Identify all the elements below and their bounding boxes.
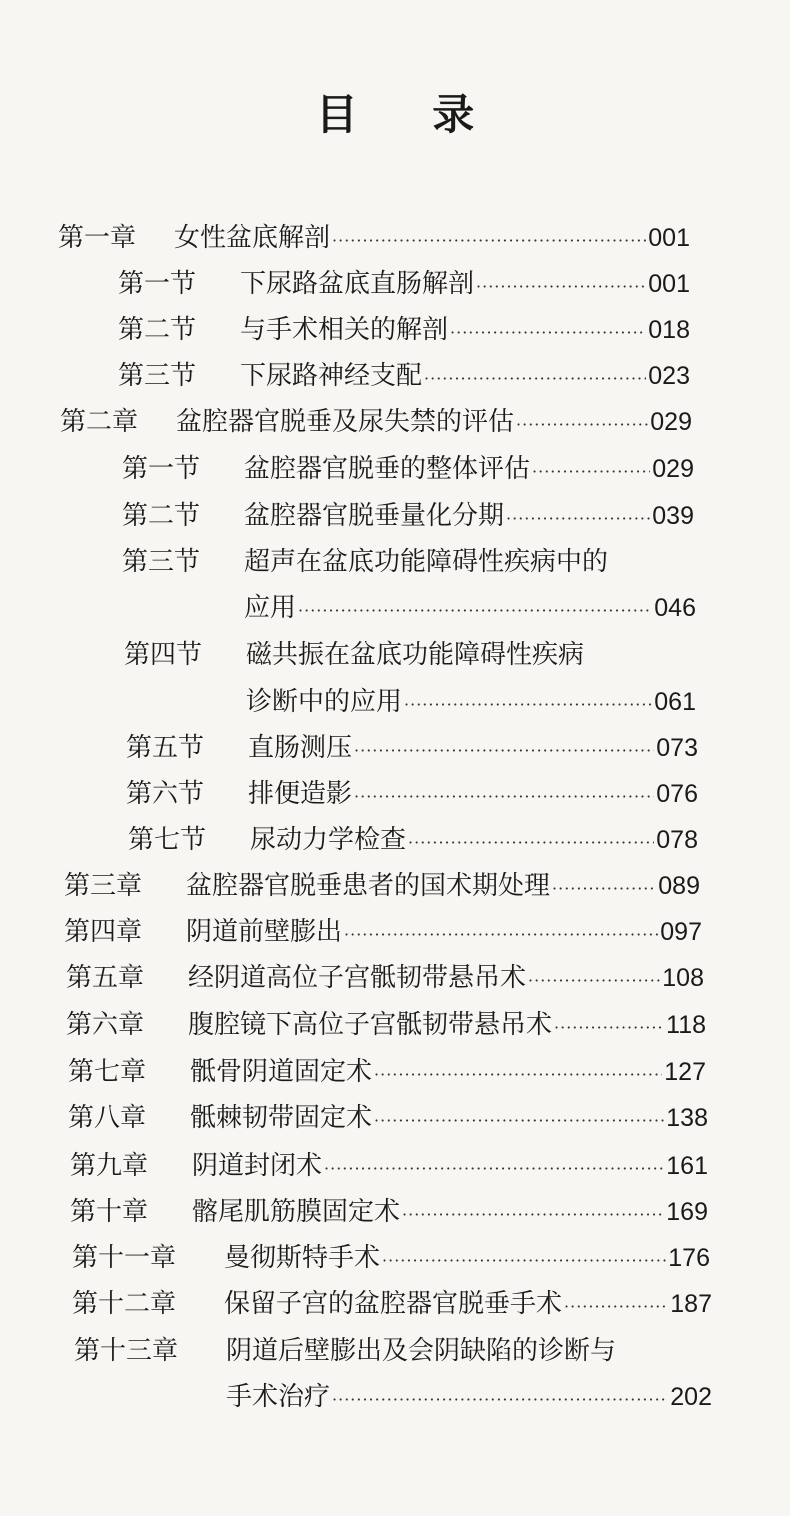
entry-title: 下尿路神经支配 <box>240 361 423 391</box>
section-label: 第二节 <box>122 501 201 531</box>
toc-entry-chapter[interactable] <box>68 1050 706 1094</box>
section-label: 第三节 <box>122 547 201 577</box>
dot-leader <box>298 589 652 633</box>
entry-title: 盆腔器官脱垂及尿失禁的评估 <box>176 407 515 437</box>
entry-title: 下尿路盆底直肠解剖 <box>240 269 475 299</box>
toc-entry-chapter[interactable] <box>70 1144 708 1188</box>
section-label: 第六节 <box>126 779 205 809</box>
dot-leader <box>374 1053 662 1097</box>
dot-leader <box>532 450 650 494</box>
entry-title: 保留子宫的盆腔器官脱垂手术 <box>224 1289 563 1319</box>
page-number: 001 <box>648 270 690 298</box>
toc-entry-section[interactable] <box>126 726 698 770</box>
dot-leader <box>554 1006 664 1050</box>
page-number: 127 <box>664 1058 706 1086</box>
entry-title: 盆腔器官脱垂的整体评估 <box>244 454 531 484</box>
toc-entry-chapter[interactable] <box>72 1282 712 1326</box>
entry-title: 经阴道高位子宫骶韧带悬吊术 <box>188 963 527 993</box>
chapter-label: 第二章 <box>60 407 139 437</box>
dot-leader <box>324 1147 664 1191</box>
page-number: 118 <box>666 1011 706 1039</box>
section-label: 第四节 <box>124 640 203 670</box>
chapter-label: 第三章 <box>64 871 143 901</box>
entry-title: 阴道封闭术 <box>192 1151 323 1181</box>
toc-entry-chapter[interactable] <box>72 1236 710 1280</box>
page-number: 023 <box>648 362 690 390</box>
entry-title: 阴道前壁膨出 <box>186 917 343 947</box>
toc-entry-continuation[interactable] <box>226 1375 712 1419</box>
page-number: 202 <box>670 1383 712 1411</box>
chapter-label: 第九章 <box>70 1151 149 1181</box>
chapter-label: 第四章 <box>64 917 143 947</box>
entry-title-continuation: 手术治疗 <box>226 1382 331 1412</box>
toc-entry-continuation[interactable] <box>246 680 696 724</box>
toc-entry-chapter[interactable] <box>64 910 702 954</box>
chapter-label: 第十三章 <box>74 1336 179 1366</box>
toc-entry-chapter[interactable] <box>64 864 700 908</box>
dot-leader <box>528 959 660 1003</box>
dot-leader <box>404 683 652 727</box>
page-title: 目 录 <box>315 90 505 139</box>
dot-leader <box>382 1239 666 1283</box>
chapter-label: 第八章 <box>68 1103 147 1133</box>
toc-entry-section[interactable] <box>126 772 698 816</box>
toc-entry-chapter[interactable] <box>58 216 690 260</box>
toc-entry-section[interactable] <box>128 818 698 862</box>
chapter-label: 第一章 <box>58 223 137 253</box>
chapter-label: 第五章 <box>66 963 145 993</box>
page-number: 161 <box>666 1152 708 1180</box>
toc-entry-section[interactable] <box>124 633 696 677</box>
toc-entry-section[interactable] <box>122 447 694 491</box>
entry-title: 磁共振在盆底功能障碍性疾病 <box>246 640 585 670</box>
toc-entry-chapter[interactable] <box>70 1190 708 1234</box>
entry-title: 直肠测压 <box>248 733 353 763</box>
entry-title: 骶骨阴道固定术 <box>190 1057 373 1087</box>
dot-leader <box>450 311 646 355</box>
dot-leader <box>332 1378 668 1422</box>
section-label: 第二节 <box>118 315 197 345</box>
page-number: 061 <box>654 688 696 716</box>
dot-leader <box>552 867 656 911</box>
page-number: 108 <box>662 964 704 992</box>
dot-leader <box>332 219 646 263</box>
dot-leader <box>506 497 650 541</box>
entry-title: 排便造影 <box>248 779 353 809</box>
page-number: 073 <box>656 734 698 762</box>
toc-entry-section[interactable] <box>122 540 694 584</box>
entry-title: 骶棘韧带固定术 <box>190 1103 373 1133</box>
toc-entry-section[interactable] <box>118 262 690 306</box>
toc-entry-chapter[interactable] <box>66 1003 706 1047</box>
toc-entry-section[interactable] <box>118 354 690 398</box>
page-number: 029 <box>650 408 692 436</box>
entry-title-continuation: 应用 <box>244 593 297 623</box>
page-number: 046 <box>654 594 696 622</box>
dot-leader <box>344 913 658 957</box>
toc-entry-chapter[interactable] <box>68 1096 708 1140</box>
dot-leader <box>408 821 654 865</box>
entry-title: 盆腔器官脱垂量化分期 <box>244 501 505 531</box>
dot-leader <box>374 1099 664 1143</box>
chapter-label: 第十章 <box>70 1197 149 1227</box>
page-number: 039 <box>652 502 694 530</box>
section-label: 第一节 <box>122 454 201 484</box>
page-number: 076 <box>656 780 698 808</box>
dot-leader <box>516 403 648 447</box>
entry-title: 腹腔镜下高位子宫骶韧带悬吊术 <box>188 1010 553 1040</box>
section-label: 第七节 <box>128 825 207 855</box>
dot-leader <box>424 357 646 401</box>
entry-title: 髂尾肌筋膜固定术 <box>192 1197 401 1227</box>
toc-entry-chapter[interactable] <box>66 956 704 1000</box>
entry-title: 曼彻斯特手术 <box>224 1243 381 1273</box>
entry-title: 与手术相关的解剖 <box>240 315 449 345</box>
chapter-label: 第十一章 <box>72 1243 177 1273</box>
dot-leader <box>476 265 646 309</box>
page-number: 187 <box>670 1290 712 1318</box>
entry-title: 阴道后壁膨出及会阴缺陷的诊断与 <box>226 1336 617 1366</box>
dot-leader <box>354 775 654 819</box>
dot-leader <box>564 1285 668 1329</box>
chapter-label: 第十二章 <box>72 1289 177 1319</box>
page-number: 078 <box>656 826 698 854</box>
page-number: 097 <box>660 918 702 946</box>
chapter-label: 第六章 <box>66 1010 145 1040</box>
toc-entry-section[interactable] <box>118 308 690 352</box>
dot-leader <box>402 1193 664 1237</box>
section-label: 第一节 <box>118 269 197 299</box>
page-number: 176 <box>668 1244 710 1272</box>
dot-leader <box>354 729 654 773</box>
toc-entry-chapter[interactable] <box>60 400 692 444</box>
page-number: 029 <box>652 455 694 483</box>
entry-title: 盆腔器官脱垂患者的国术期处理 <box>186 871 551 901</box>
entry-title-continuation: 诊断中的应用 <box>246 687 403 717</box>
chapter-label: 第七章 <box>68 1057 147 1087</box>
entry-title: 尿动力学检查 <box>250 825 407 855</box>
entry-title: 超声在盆底功能障碍性疾病中的 <box>244 547 609 577</box>
page-number: 138 <box>666 1104 708 1132</box>
section-label: 第三节 <box>118 361 197 391</box>
toc-entry-section[interactable] <box>122 494 694 538</box>
toc-entry-continuation[interactable] <box>244 586 696 630</box>
page-number: 089 <box>658 872 700 900</box>
page-number: 169 <box>666 1198 708 1226</box>
page-number: 001 <box>648 224 690 252</box>
section-label: 第五节 <box>126 733 205 763</box>
page-number: 018 <box>648 316 690 344</box>
entry-title: 女性盆底解剖 <box>174 223 331 253</box>
toc-entry-chapter[interactable] <box>74 1329 714 1373</box>
